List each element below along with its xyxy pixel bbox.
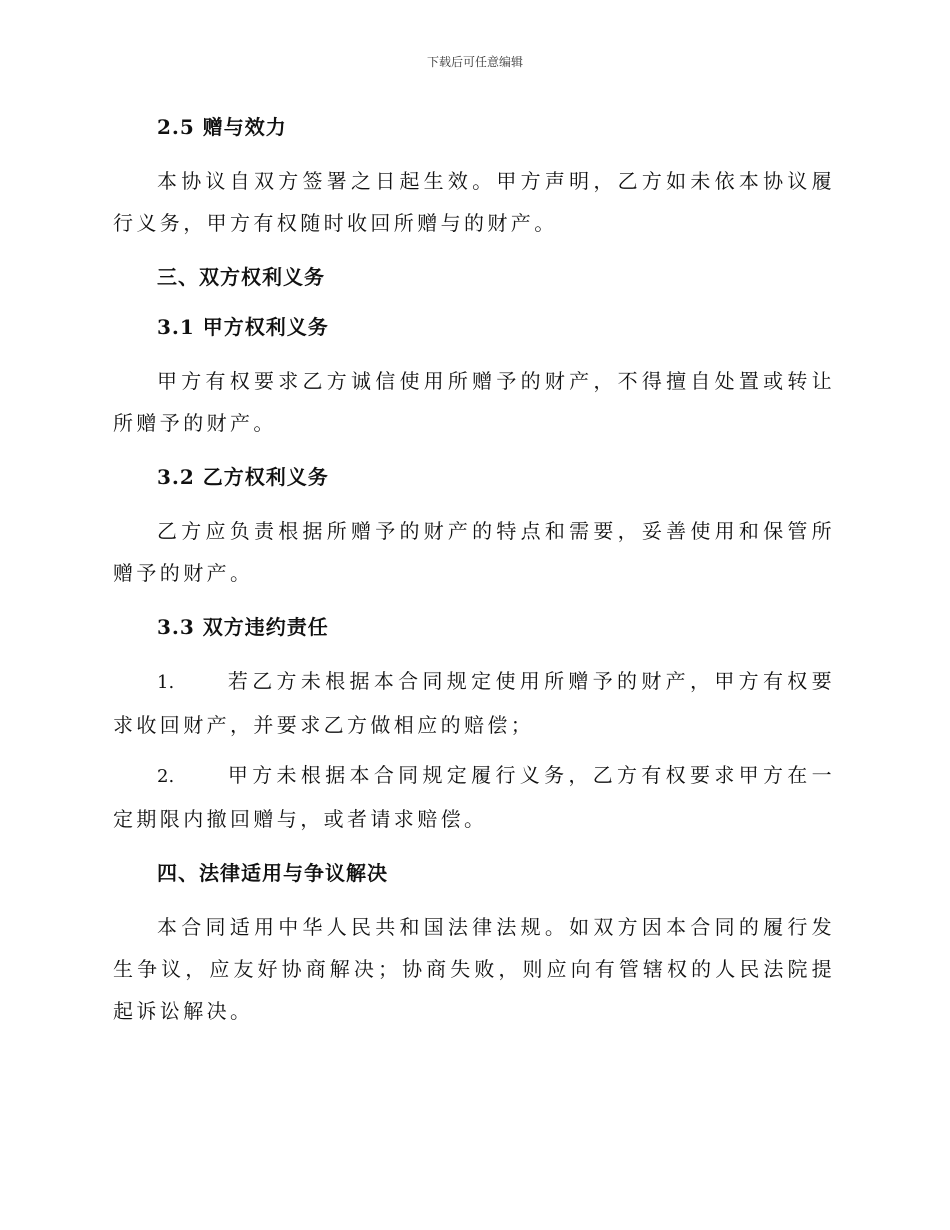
list-item-number: 2. [157, 766, 175, 787]
section-3-3-heading: 3.3 双方违约责任 [157, 615, 329, 639]
section-4-heading: 四、法律适用与争议解决 [157, 861, 388, 885]
list-item [113, 660, 835, 746]
section-3-2-heading: 3.2 乙方权利义务 [157, 465, 329, 489]
list-item [113, 754, 835, 840]
list-item-number: 1. [157, 672, 175, 693]
section-4-body: 本合同适用中华人民共和国法律法规。如双方因本合同的履行发生争议，应友好协商解决；协商失败，则应向有管辖权的人民法院提起诉讼解决。 [113, 915, 835, 1023]
section-3-2-body: 乙方应负责根据所赠予的财产的特点和需要，妥善使用和保管所赠予的财产。 [113, 519, 835, 585]
list-item-text: 甲方未根据本合同规定履行义务，乙方有权要求甲方在一定期限内撤回赠与，或者请求赔偿。 [113, 763, 835, 831]
section-2-5-heading: 2.5 赠与效力 [157, 115, 287, 139]
section-3-1-body: 甲方有权要求乙方诚信使用所赠予的财产，不得擅自处置或转让所赠予的财产。 [113, 369, 835, 435]
section-3-1-heading: 3.1 甲方权利义务 [157, 315, 329, 339]
list-item-text: 若乙方未根据本合同规定使用所赠予的财产，甲方有权要求收回财产，并要求乙方做相应的赔偿； [113, 669, 835, 737]
page-header: 下载后可任意编辑 [426, 55, 523, 69]
section-2-5-body: 本协议自双方签署之日起生效。甲方声明，乙方如未依本协议履行义务，甲方有权随时收回所赠与的财产。 [113, 169, 835, 235]
document-body [113, 112, 835, 1036]
section-3-heading: 三、双方权利义务 [157, 265, 325, 289]
